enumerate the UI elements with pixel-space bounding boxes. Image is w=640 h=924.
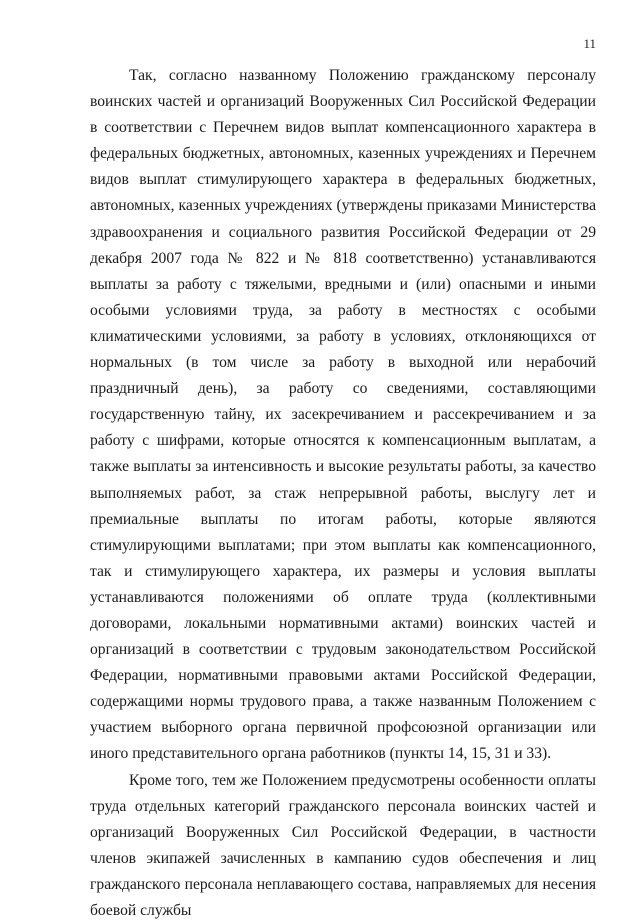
page-number: 11: [583, 36, 596, 51]
document-body: [90, 63, 596, 924]
paragraph-2: Кроме того, тем же Положением предусмотрены особенности оплаты труда отдельных категорий гражданского персонала воинских частей и организаций Вооруженных Сил Российской Федерации, в частности членов экипажей зачисленных в кампанию судов обеспечения и лиц гражданского персонала неплавающего состава, направляемых для несения боевой службы: [90, 771, 596, 919]
paragraph-1: Так, согласно названному Положению гражданскому персоналу воинских частей и организаций Вооруженных Сил Российской Федерации в соответствии с Перечнем видов выплат компенсационного характера в федеральных бюджетных, автономных, казенных учреждениях и Перечнем видов выплат стимулирующего характера в федеральных бюджетных, автономных, казенных учреждениях (утверждены приказами Министерства здравоохранения и социального развития Российской Федерации от 29 декабря 2007 года № 822 и № 818 соответственно) устанавливаются выплаты за работу с тяжелыми, вредными и (или) опасными и иными особыми условиями труда, за работу в местностях с особыми климатическими условиями, за работу в условиях, отклоняющихся от нормальных (в том числе за работу в выходной или нерабочий праздничный день), за работу со сведениями, составляющими государственную тайну, их засекречиванием и рассекречиванием и за работу с шифрами, которые относятся к компенсационным выплатам, а также выплаты за интенсивность и высокие результаты работы, за качество выполняемых работ, за стаж непрерывной работы, выслугу лет и премиальные выплаты по итогам работы, которые являются стимулирующими выплатами; при этом выплаты как компенсационного, так и стимулирующего характера, их размеры и условия выплаты устанавливаются положениями об оплате труда (коллективными договорами, локальными нормативными актами) воинских частей и организаций в соответствии с трудовым законодательством Российской Федерации, нормативными правовыми актами Российской Федерации, содержащими нормы трудового права, а также названным Положением с участием выборного органа первичной профсоюзной организации или иного представительного органа работников (пункты 14, 15, 31 и 33).: [90, 67, 596, 763]
